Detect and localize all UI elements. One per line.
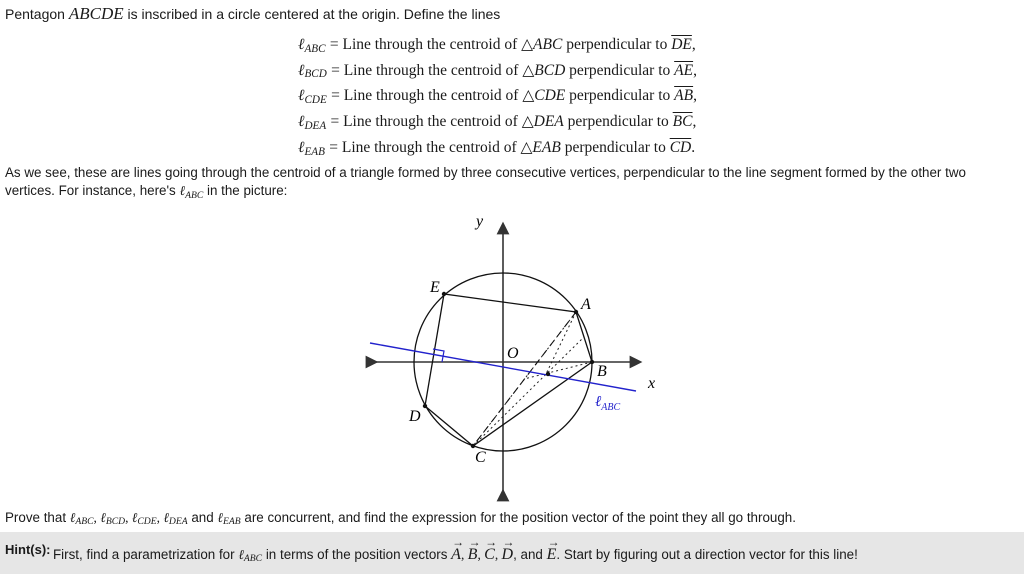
label-line-l-abc: ℓ$_{ABC}$ [595,394,621,413]
intro-prefix: Pentagon [5,6,65,22]
dashed-diagonal [473,312,576,446]
label-vertex-a: A [581,296,591,313]
centroid-construction [473,312,592,446]
hint-text: First, find a parametrization for ℓABC in terms of the position vectors → A, → B, → C, → D, and → E. Start by figuring out a direction vector for this line! [53,546,858,564]
hint-box [0,532,1024,574]
label-vertex-d: D [409,408,421,425]
label-origin: O [507,345,519,362]
explanation-paragraph: As we see, these are lines going through the centroid of a triangle formed by three consecutive vertices, perpendicular to the line segment formed by the other two vertices. For instance, here's ℓABC in the picture: [5,165,966,201]
definition-row: ℓBCD = Line through the centroid of △BCD perpendicular to $\overline{AE}$, [298,61,697,81]
definition-row: ℓABC = Line through the centroid of △ABC perpendicular to $\overline{DE}$, [298,36,696,55]
label-y-axis: y [476,213,484,230]
intro-suffix: is inscribed in a circle centered at the origin. Define the lines [127,6,501,22]
definition-row: ℓEAB = Line through the centroid of △EAB perpendicular to $\overline{CD}$. [298,138,696,158]
hint-label: Hint(s): [5,542,51,557]
definition-row: ℓDEA = Line through the centroid of △DEA perpendicular to $\overline{BC}$, [298,113,697,132]
prove-statement: Prove that ℓABC, ℓBCD, ℓCDE, ℓDEA and ℓEAB are concurrent, and find the expression for the position vector of the point they all go through. [5,510,796,528]
label-vertex-e: E [430,279,440,296]
definition-row: ℓCDE = Line through the centroid of △CDE perpendicular to $\overline{AB}$, [298,87,697,107]
label-x-axis: x [648,375,656,392]
label-vertex-c: C [475,449,486,466]
label-vertex-b: B [597,363,607,380]
vertex-points [423,292,594,448]
pentagon-name: ABCDE [68,4,124,23]
